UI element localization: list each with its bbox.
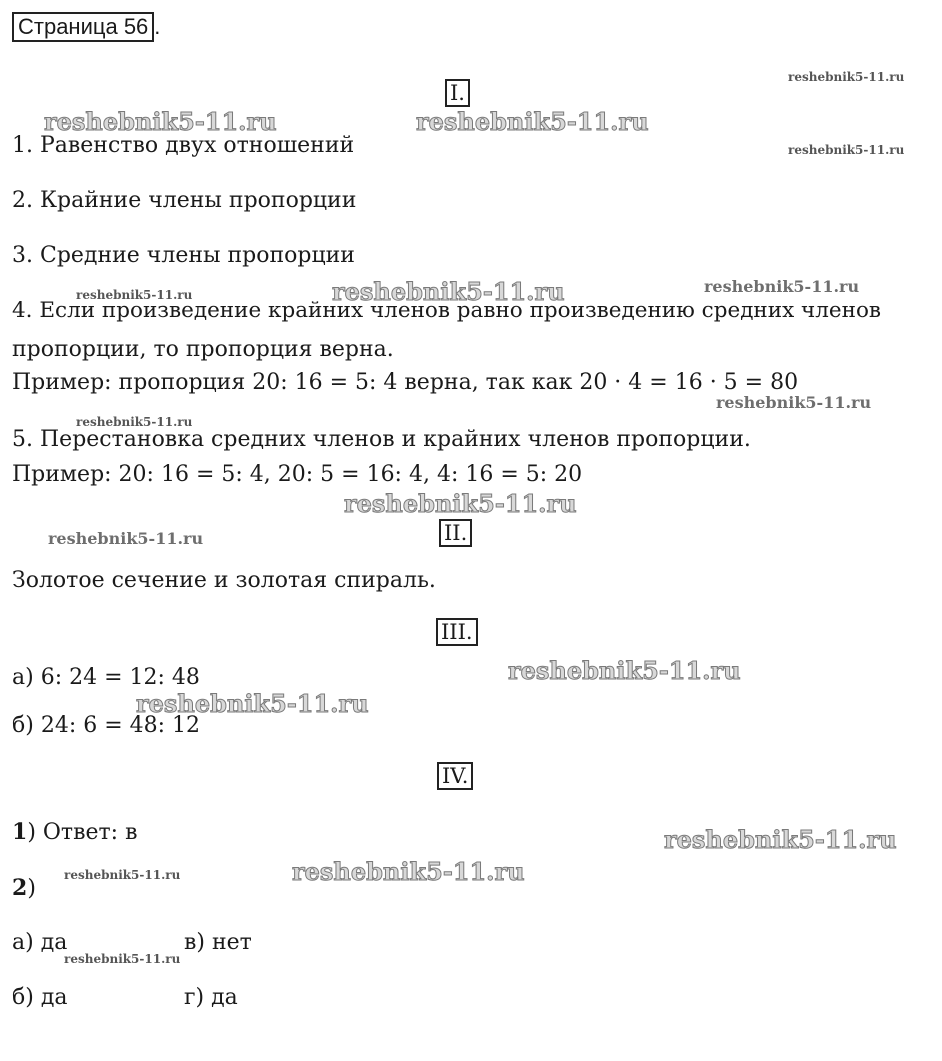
page-label <box>12 14 160 40</box>
part1-line3: 3. Средние члены пропорции <box>12 243 355 268</box>
section-4-heading: IV. <box>437 762 473 790</box>
watermark: reshebnik5-11.ru <box>44 107 277 136</box>
watermark: reshebnik5-11.ru <box>136 689 369 718</box>
part2-line1: Золотое сечение и золотая спираль. <box>12 568 436 593</box>
page-label-box: Страница 56 <box>12 12 154 42</box>
page-label-dot: . <box>154 14 161 39</box>
part1-line4a: 4. Если произведение крайних членов равно произведению средних членов <box>12 298 882 323</box>
watermark: reshebnik5-11.ru <box>704 277 860 296</box>
part1-line2: 2. Крайние члены пропорции <box>12 188 357 213</box>
section-2-heading: II. <box>439 519 472 547</box>
part4-q2-text: ) <box>27 876 36 901</box>
part1-example1: Пример: пропорция 20: 16 = 5: 4 верна, так как 20 · 4 = 16 · 5 = 80 <box>12 370 799 395</box>
part4-q1 <box>12 819 137 846</box>
watermark: reshebnik5-11.ru <box>416 107 649 136</box>
part3-answer-a: а) 6: 24 = 12: 48 <box>12 665 200 690</box>
section-3-heading: III. <box>436 618 478 646</box>
part4-answer-v: в) нет <box>184 930 252 955</box>
watermark: reshebnik5-11.ru <box>64 952 181 966</box>
watermark: reshebnik5-11.ru <box>508 656 741 685</box>
watermark: reshebnik5-11.ru <box>716 393 872 412</box>
watermark: reshebnik5-11.ru <box>76 288 193 302</box>
part4-answer-a: а) да <box>12 930 68 955</box>
part1-line4b: пропорции, то пропорция верна. <box>12 337 394 362</box>
section-1-heading: I. <box>445 79 470 107</box>
watermark: reshebnik5-11.ru <box>48 529 204 548</box>
watermark: reshebnik5-11.ru <box>292 857 525 886</box>
part4-answer-b: б) да <box>12 985 68 1010</box>
part4-q2-number: 2 <box>12 875 28 901</box>
watermark: reshebnik5-11.ru <box>76 415 193 429</box>
part4-q1-text: ) Ответ: в <box>27 820 138 845</box>
part4-q1-number: 1 <box>12 819 28 845</box>
watermark: reshebnik5-11.ru <box>344 489 577 518</box>
watermark: reshebnik5-11.ru <box>788 143 905 157</box>
part1-example2: Пример: 20: 16 = 5: 4, 20: 5 = 16: 4, 4: 16 = 5: 20 <box>12 462 583 487</box>
part3-answer-b: б) 24: 6 = 48: 12 <box>12 713 201 738</box>
part4-answer-g: г) да <box>184 985 238 1010</box>
part4-q2 <box>12 875 36 902</box>
watermark: reshebnik5-11.ru <box>64 868 181 882</box>
part1-line5a: 5. Перестановка средних членов и крайних членов пропорции. <box>12 427 751 452</box>
part1-line1: 1. Равенство двух отношений <box>12 133 355 158</box>
watermark: reshebnik5-11.ru <box>664 825 897 854</box>
watermark: reshebnik5-11.ru <box>332 277 565 306</box>
watermark: reshebnik5-11.ru <box>788 70 905 84</box>
